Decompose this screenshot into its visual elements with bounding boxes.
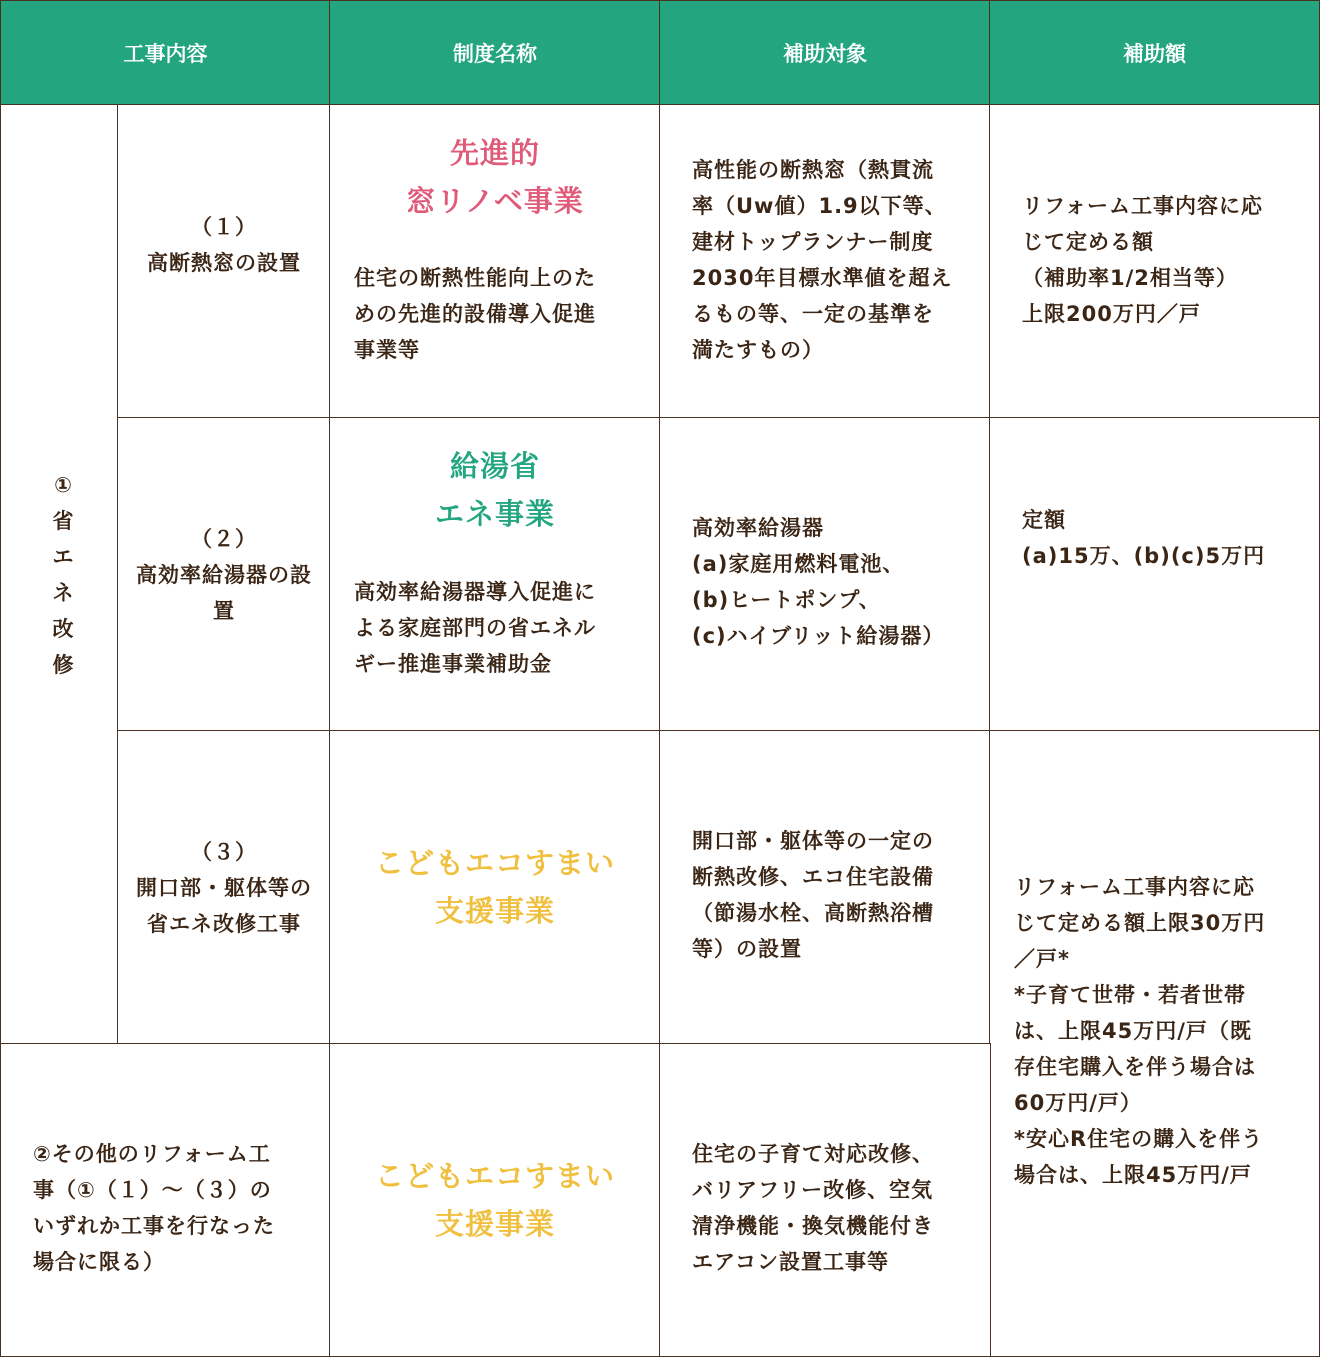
row3-target-line: 等）の設置 — [692, 937, 802, 961]
row4-target-cell — [659, 1043, 991, 1357]
row3-program-title — [330, 839, 660, 935]
row4-work-name-line: いずれか工事を行なった — [33, 1214, 275, 1238]
row3-work-text — [118, 834, 330, 942]
row1-target-line: 建材トップランナー制度 — [692, 230, 934, 254]
row2-target-line: 高効率給湯器 — [692, 516, 824, 540]
row1-program-title — [330, 129, 660, 225]
row2-program-title-line1: 給湯省 — [449, 449, 540, 483]
row2-target-text — [692, 510, 944, 654]
row1-work-cell — [117, 104, 331, 419]
category-char: 省 — [52, 509, 74, 533]
shared-amount-line: 存住宅購入を伴う場合は — [1014, 1055, 1256, 1079]
row4-target-line: エアコン設置工事等 — [692, 1250, 889, 1274]
header-subsidy-amount-label: 補助額 — [1123, 42, 1186, 66]
shared-amount-line: リフォーム工事内容に応 — [1014, 875, 1255, 899]
row1-work-text — [118, 209, 330, 281]
row3-target-line: 開口部・躯体等の一定の — [692, 829, 934, 853]
row1-program-cell — [329, 104, 661, 419]
row2-amount-line: 定額 — [1022, 508, 1066, 532]
row2-target-line: (b)ヒートポンプ、 — [692, 588, 881, 612]
row1-work-name: 高断熱窓の設置 — [147, 251, 301, 275]
row2-work-text — [118, 521, 330, 629]
category-char: 改 — [52, 617, 74, 641]
row2-work-cell — [117, 417, 331, 732]
row3-program-title-line2: 支援事業 — [434, 894, 555, 928]
row1-program-description — [354, 260, 596, 368]
shared-amount-line: *安心R住宅の購入を伴う — [1014, 1127, 1264, 1151]
row1-work-number: （１） — [191, 215, 257, 239]
category-energy-saving-cell — [0, 104, 119, 1045]
row4-work-text — [33, 1136, 275, 1280]
shared-amount-line: *子育て世帯・若者世帯 — [1014, 983, 1246, 1007]
row1-amount-line: リフォーム工事内容に応 — [1022, 194, 1263, 218]
header-subsidy-amount — [989, 0, 1320, 106]
row4-work-cell — [0, 1043, 331, 1357]
row3-target-text — [692, 823, 934, 967]
row2-program-desc-line: ギー推進事業補助金 — [354, 652, 552, 676]
row4-work-name-line: 事（①（１）～（３）の — [33, 1178, 272, 1202]
header-program-name-label: 制度名称 — [453, 42, 537, 66]
shared-amount-line: 60万円/戸） — [1014, 1091, 1142, 1115]
row4-target-line: 住宅の子育て対応改修、 — [692, 1142, 934, 1166]
row3-work-number: （３） — [191, 840, 257, 864]
row4-program-title-line1: こどもエコすまい — [374, 1159, 615, 1193]
row1-program-desc-line: 住宅の断熱性能向上のた — [354, 266, 596, 290]
row3-target-line: 断熱改修、エコ住宅設備 — [692, 865, 934, 889]
shared-amount-line: 場合は、上限45万円/戸 — [1014, 1163, 1252, 1187]
row3-work-cell — [117, 730, 331, 1045]
row4-work-name-line: ②その他のリフォーム工 — [33, 1142, 271, 1166]
shared-amount-cell — [989, 730, 1320, 1357]
shared-amount-line: は、上限45万円/戸（既 — [1014, 1019, 1252, 1043]
row2-program-desc-line: よる家庭部門の省エネル — [354, 616, 596, 640]
row2-program-title — [330, 442, 660, 538]
row1-amount-line: （補助率1/2相当等） — [1022, 266, 1238, 290]
category-char: ネ — [52, 581, 74, 605]
row1-amount-line: 上限200万円／戸 — [1022, 302, 1201, 326]
row2-work-name-line: 置 — [213, 599, 235, 623]
header-work-content-label: 工事内容 — [123, 42, 208, 66]
row1-amount-cell — [989, 104, 1320, 419]
row1-program-title-line2: 窓リノベ事業 — [406, 184, 584, 218]
row2-amount-line: (a)15万、(b)(c)5万円 — [1022, 544, 1266, 568]
row4-target-line: バリアフリー改修、空気 — [692, 1178, 934, 1202]
row2-target-line: (a)家庭用燃料電池、 — [692, 552, 905, 576]
shared-amount-line: ／戸* — [1014, 947, 1070, 971]
row1-target-line: 満たすもの） — [692, 338, 824, 362]
row4-program-title — [330, 1152, 660, 1248]
row3-program-title-line1: こどもエコすまい — [374, 846, 615, 880]
row2-target-line: (c)ハイブリット給湯器） — [692, 624, 945, 648]
row4-target-line: 清浄機能・換気機能付き — [692, 1214, 934, 1238]
row3-program-cell — [329, 730, 661, 1045]
category-char: 修 — [52, 653, 74, 677]
row2-program-cell — [329, 417, 661, 732]
row2-program-description — [354, 574, 596, 682]
row1-target-text — [692, 152, 952, 368]
row2-amount-text — [1022, 502, 1265, 574]
row4-target-text — [692, 1136, 934, 1280]
row4-work-name-line: 場合に限る） — [33, 1250, 165, 1274]
row1-amount-line: じて定める額 — [1022, 230, 1154, 254]
row4-program-cell — [329, 1043, 661, 1357]
row1-target-line: 2030年目標水準値を超え — [692, 266, 953, 290]
row3-work-name-line: 開口部・躯体等の — [136, 876, 312, 900]
category-char: エ — [52, 545, 74, 569]
row3-work-name-line: 省エネ改修工事 — [147, 912, 301, 936]
header-program-name — [329, 0, 661, 106]
header-subsidy-target — [659, 0, 991, 106]
category-energy-saving-label — [51, 467, 75, 683]
row1-target-line: 率（Uw値）1.9以下等、 — [692, 194, 947, 218]
row1-program-title-line1: 先進的 — [449, 136, 540, 170]
row2-target-cell — [659, 417, 991, 732]
row1-target-line: るもの等、一定の基準を — [692, 302, 934, 326]
row3-target-cell — [659, 730, 991, 1045]
header-work-content — [0, 0, 331, 106]
row1-amount-text — [1022, 188, 1263, 332]
shared-amount-text — [1014, 869, 1265, 1193]
row2-program-desc-line: 高効率給湯器導入促進に — [354, 580, 596, 604]
row2-program-title-line2: エネ事業 — [434, 497, 555, 531]
row2-amount-cell — [989, 417, 1320, 732]
header-subsidy-target-label: 補助対象 — [783, 42, 867, 66]
row3-target-line: （節湯水栓、高断熱浴槽 — [692, 901, 934, 925]
row1-program-desc-line: 事業等 — [354, 338, 420, 362]
row2-work-name-line: 高効率給湯器の設 — [136, 563, 312, 587]
shared-amount-line: じて定める額上限30万円 — [1014, 911, 1266, 935]
row4-program-title-line2: 支援事業 — [434, 1207, 555, 1241]
row1-program-desc-line: めの先進的設備導入促進 — [354, 302, 596, 326]
category-number: ① — [54, 473, 72, 497]
row1-target-cell — [659, 104, 991, 419]
row1-target-line: 高性能の断熱窓（熱貫流 — [692, 158, 934, 182]
row2-work-number: （２） — [191, 527, 257, 551]
